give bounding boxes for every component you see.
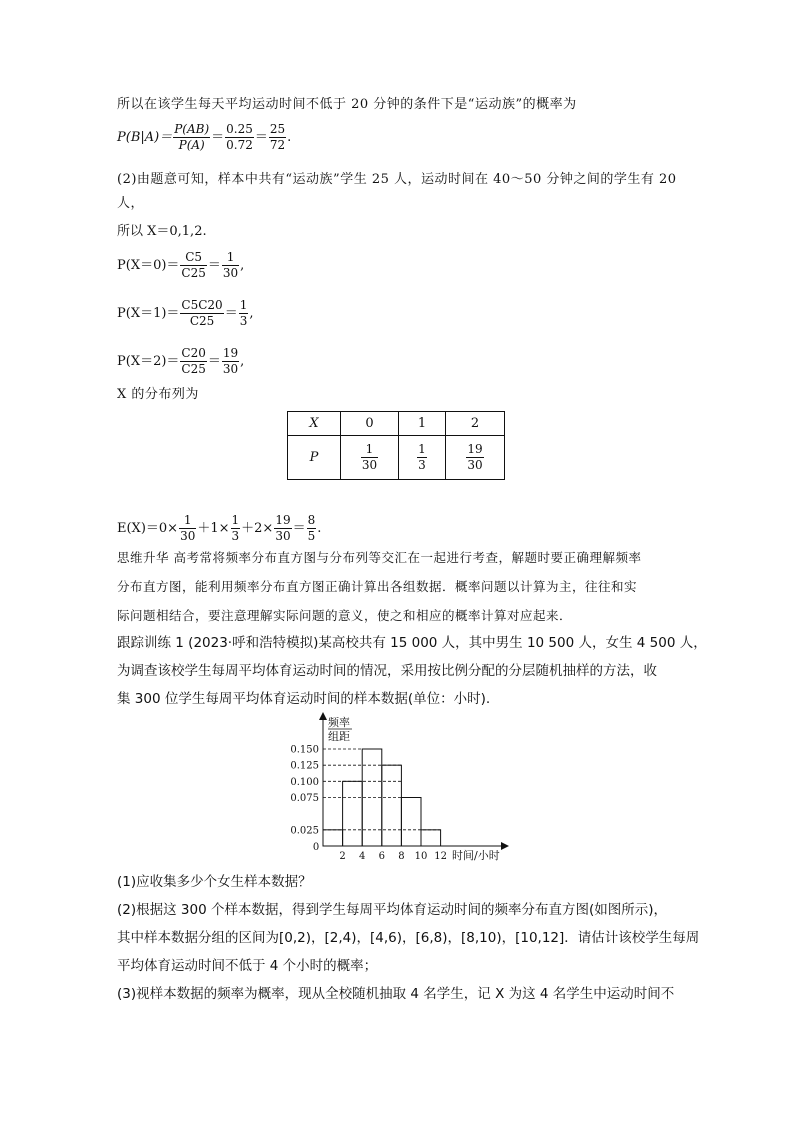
question-1: (1)应收集多少个女生样本数据？: [117, 874, 312, 890]
period: .: [317, 521, 322, 536]
frac-num: 1: [361, 442, 378, 458]
frac-num: C5C20: [181, 298, 223, 312]
probability-x1: [117, 298, 254, 329]
x-tick-label: 4: [359, 851, 366, 862]
formula-lhs: E(X)＝0×: [117, 521, 179, 536]
table-row: [288, 412, 505, 436]
frac-num: 1: [222, 250, 239, 266]
frac-num: 1: [231, 513, 240, 527]
frac-den: C25: [181, 362, 206, 376]
text-line: 所以 X＝0,1,2.: [117, 224, 207, 239]
equals: ＝: [224, 306, 238, 321]
question-2-line-2: 其中样本数据分组的区间为[0,2)，[2,4)，[4,6)，[6,8)，[8,10)，[10,12]．请估计该校学生每周: [117, 930, 700, 946]
y-tick-label: 0.150: [290, 744, 319, 756]
comma: ,: [249, 306, 254, 321]
frac-num: 19: [222, 346, 239, 360]
equals: ＝: [292, 521, 306, 536]
text-line: (2)由题意可知，样本中共有“运动族”学生 25 人，运动时间在 40～50 分钟之间的学生有 20: [117, 172, 677, 187]
siwei-line-3: 际问题相结合，要注意理解实际问题的意义，使之和相应的概率计算对应起来．: [117, 608, 573, 623]
frac-den: 30: [222, 266, 239, 280]
histogram-bar: [382, 765, 402, 846]
frac-den: C25: [181, 266, 206, 280]
frac-den: 5: [307, 529, 316, 543]
text-line: 所以在该学生每天平均运动时间不低于 20 分钟的条件下是“运动族”的概率为: [117, 97, 577, 112]
y-label-top: 频率: [328, 716, 350, 729]
frac-num: 19: [467, 442, 483, 456]
equals: ＝: [207, 258, 221, 273]
frac-num: 25: [269, 122, 286, 136]
distribution-table: [287, 411, 505, 480]
frac-den: 30: [361, 458, 378, 472]
x-tick-label: 2: [339, 851, 346, 862]
formula-lhs: P(B|A)＝: [117, 130, 173, 145]
text-line: X 的分布列为: [117, 387, 199, 402]
practice-line-2: 为调查该校学生每周平均体育运动时间的情况，采用按比例分配的分层随机抽样的方法，收: [117, 663, 657, 679]
frac-num: 19: [275, 513, 291, 527]
equals: ＝: [254, 130, 268, 145]
frac-num: C5: [180, 250, 206, 266]
histogram-bar: [323, 830, 343, 846]
frac-num: 8: [307, 513, 316, 527]
question-2-line-1: (2)根据这 300 个样本数据，得到学生每周平均体育运动时间的频率分布直方图(如图所示)，: [117, 902, 668, 918]
table-cell: P: [288, 436, 341, 480]
question-3: (3)视样本数据的频率为概率，现从全校随机抽取 4 名学生，记 X 为这 4 名学生中运动时间不: [117, 986, 675, 1002]
frac-num: C20: [181, 346, 206, 360]
x-tick-label: 10: [414, 851, 428, 862]
frac-den: 3: [231, 529, 240, 543]
formula-lhs: P(X＝1)＝: [117, 306, 180, 321]
frac-num: 0.25: [226, 122, 253, 136]
y-label-bottom: 组距: [328, 730, 350, 743]
table-cell: 2: [446, 412, 505, 436]
frac-den: 30: [467, 458, 483, 472]
formula-lhs: P(X＝2)＝: [117, 354, 180, 369]
x-axis-label: 时间/小时: [452, 849, 500, 862]
y-tick-label: 0.075: [290, 793, 319, 804]
conditional-probability-formula: [117, 122, 291, 153]
x-tick-label: 0: [312, 842, 320, 853]
table-cell: [446, 436, 505, 480]
x-tick-label: 8: [398, 851, 405, 862]
comma: ,: [240, 258, 245, 273]
frac-den: 3: [239, 314, 248, 328]
table-cell: 0: [341, 412, 399, 436]
expectation-formula: [117, 513, 321, 544]
histogram-bar: [401, 798, 421, 847]
practice-line-1: 跟踪训练 1 (2023·呼和浩特模拟)某高校共有 15 000 人，其中男生 10 500 人，女生 4 500 人，: [117, 635, 707, 651]
frequency-histogram: [280, 712, 520, 864]
frac-den: 3: [418, 458, 426, 472]
period: .: [287, 130, 292, 145]
histogram-bar: [343, 781, 363, 846]
operator: ＋1×: [197, 521, 230, 536]
text-line: 人，: [117, 196, 145, 211]
practice-line-3: 集 300 位学生每周平均体育运动时间的样本数据(单位：小时).: [117, 691, 491, 707]
equals: ＝: [207, 354, 221, 369]
y-tick-label: 0.125: [290, 760, 319, 772]
frac-den: 30: [180, 529, 196, 543]
y-tick-label: 0.100: [290, 776, 319, 788]
table-cell: [399, 436, 446, 480]
siwei-line-1: 思维升华 高考常将频率分布直方图与分布列等交汇在一起进行考查，解题时要正确理解频率: [117, 550, 642, 565]
siwei-line-2: 分布直方图，能利用频率分布直方图正确计算出各组数据．概率问题以计算为主，往往和实: [117, 579, 638, 594]
equals: ＝: [211, 130, 225, 145]
frac-den: C25: [189, 314, 215, 328]
table-row: [288, 436, 505, 480]
probability-x0: [117, 250, 244, 281]
x-tick-label: 6: [378, 851, 385, 862]
histogram-bar: [421, 830, 441, 846]
question-2-line-3: 平均体育运动时间不低于 4 个小时的概率；: [117, 958, 378, 974]
y-tick-label: 0.025: [290, 825, 319, 837]
frac-den: 0.72: [226, 138, 253, 152]
frac-den: P(A): [178, 138, 205, 152]
frac-den: 30: [222, 362, 239, 376]
x-tick-label: 12: [434, 851, 447, 862]
table-cell: [341, 436, 399, 480]
frac-den: 72: [269, 138, 286, 152]
operator: ＋2×: [241, 521, 274, 536]
frac-num: 1: [418, 442, 426, 456]
table-cell: X: [288, 412, 341, 436]
probability-x2: [117, 346, 244, 377]
table-cell: 1: [399, 412, 446, 436]
frac-num: P(AB): [174, 122, 210, 136]
formula-lhs: P(X＝0)＝: [117, 258, 180, 273]
frac-num: 1: [239, 298, 248, 312]
frac-num: 1: [179, 513, 196, 529]
frac-den: 30: [275, 529, 291, 543]
comma: ,: [240, 354, 245, 369]
